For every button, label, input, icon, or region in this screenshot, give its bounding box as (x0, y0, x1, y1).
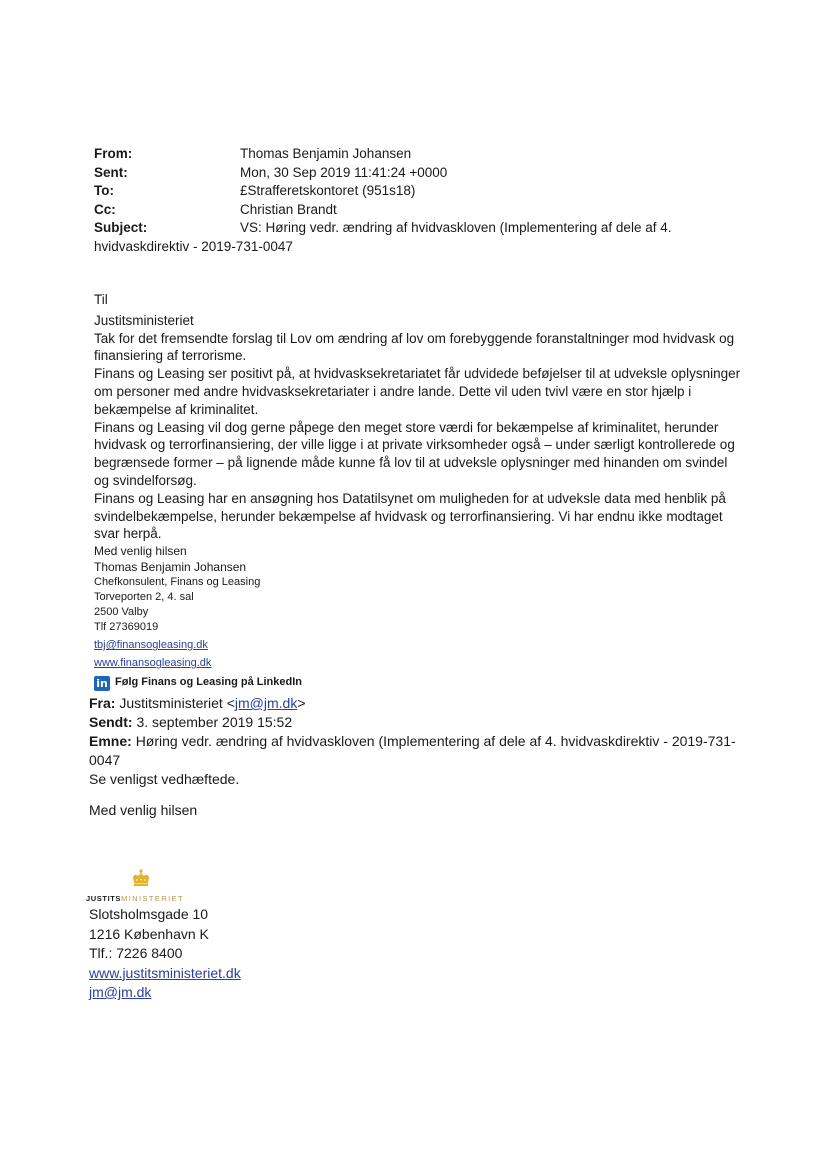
from-label: From: (94, 146, 133, 161)
address-street: Slotsholmsgade 10 (89, 906, 209, 922)
fwd-text: Se venligst vedhæftede. (89, 771, 240, 787)
fwd-sent-label: Sendt: (89, 714, 133, 730)
sent-row (94, 164, 734, 183)
signature-city: 2500 Valby (94, 606, 149, 619)
address-email-link[interactable]: jm@jm.dk (89, 984, 152, 1000)
regards: Med venlig hilsen (94, 544, 187, 559)
signature-website-link[interactable]: www.finansogleasing.dk (94, 657, 212, 670)
email-body (94, 291, 744, 692)
crown-icon (130, 868, 152, 890)
paragraph-4: Finans og Leasing har en ansøgning hos Datatilsynet om muligheden for at udveksle data med henblik på svindelbekæmpelse, herunder bekæmpelse af hvidvask og terrorfinansiering. Vi har endnu ikke modtaget svar herpå. (94, 490, 726, 542)
from-row (94, 145, 734, 164)
cc-label: Cc: (94, 201, 116, 217)
sent-value: Mon, 30 Sep 2019 11:41:24 +0000 (240, 164, 448, 180)
subject-row (94, 219, 734, 238)
linkedin-text: Følg Finans og Leasing på LinkedIn (115, 676, 303, 689)
address-city: 1216 København K (89, 925, 209, 942)
signature-email-link[interactable]: tbj@finansogleasing.dk (94, 639, 208, 652)
fwd-from-value: Justitsministeriet < (119, 695, 235, 711)
to-value: £Strafferetskontoret (951s18) (240, 183, 416, 198)
linkedin-icon: in (94, 676, 110, 691)
address-website-link[interactable]: www.justitsministeriet.dk (89, 964, 241, 981)
email-header (94, 145, 734, 256)
logo-text-strong: JUSTITS (86, 894, 122, 903)
fwd-from-email-link[interactable]: jm@jm.dk (234, 695, 298, 711)
fwd-sent-value: 3. september 2019 15:52 (136, 714, 293, 730)
forwarded-message (89, 694, 749, 789)
subject-value: VS: Høring vedr. ændring af hvidvaskloven (Implementering af dele af 4. (240, 220, 672, 235)
fwd-sent-row (89, 713, 749, 732)
fwd-subject-value: Høring vedr. ændring af hvidvaskloven (Implementering af dele af 4. hvidvaskdirektiv - 2019-731-0047 (89, 733, 736, 768)
signature-name: Thomas Benjamin Johansen (94, 560, 247, 575)
greeting: Til (94, 292, 108, 307)
signature-phone: Tlf 27369019 (94, 621, 159, 634)
cc-row (94, 201, 734, 220)
linkedin-link[interactable] (94, 674, 744, 692)
fwd-from-label: Fra: (89, 695, 116, 711)
ministry-address (89, 905, 241, 1003)
fwd-from-row (89, 694, 749, 713)
recipient: Justitsministeriet (94, 312, 194, 328)
fwd-closing: Med venlig hilsen (89, 802, 198, 818)
signature-street: Torveporten 2, 4. sal (94, 591, 194, 604)
fwd-from-close: > (297, 695, 306, 711)
paragraph-1: Tak for det fremsendte forslag til Lov om ændring af lov om forebyggende foranstaltninger mod hvidvask og finansiering af terrorisme. (94, 330, 735, 364)
fwd-subject-row (89, 732, 749, 770)
signature-block (94, 559, 744, 692)
paragraph-2: Finans og Leasing ser positivt på, at hvidvasksekretariatet får udvidede beføjelser til at udveksle oplysninger om personer med andre hvidvasksekretariater i andre lande. Dette vil uden tvivl være en stor hjælp i bekæmpelse af kriminalitet. (94, 366, 741, 417)
sent-label: Sent: (94, 164, 128, 180)
from-value: Thomas Benjamin Johansen (240, 146, 412, 161)
logo-wordmark (86, 894, 184, 903)
cc-value: Christian Brandt (240, 201, 337, 217)
to-row (94, 182, 734, 201)
fwd-subject-label: Emne: (89, 733, 132, 749)
subject-continuation: hvidvaskdirektiv - 2019-731-0047 (94, 238, 293, 254)
signature-title: Chefkonsulent, Finans og Leasing (94, 576, 261, 589)
to-label: To: (94, 183, 114, 198)
logo-text-light: MINISTERIET (121, 894, 184, 903)
subject-label: Subject: (94, 220, 148, 235)
paragraph-3: Finans og Leasing vil dog gerne påpege den meget store værdi for bekæmpelse af kriminalitet, herunder hvidvask og terrorfinansiering, der ville ligge i at private virksomheder også – under særligt kontrollerede og begrænsede former – på lignende måde kunne få lov til at udveksle oplysninger med hinanden om svindel og svindelforsøg. (94, 419, 735, 488)
address-phone: Tlf.: 7226 8400 (89, 945, 183, 961)
